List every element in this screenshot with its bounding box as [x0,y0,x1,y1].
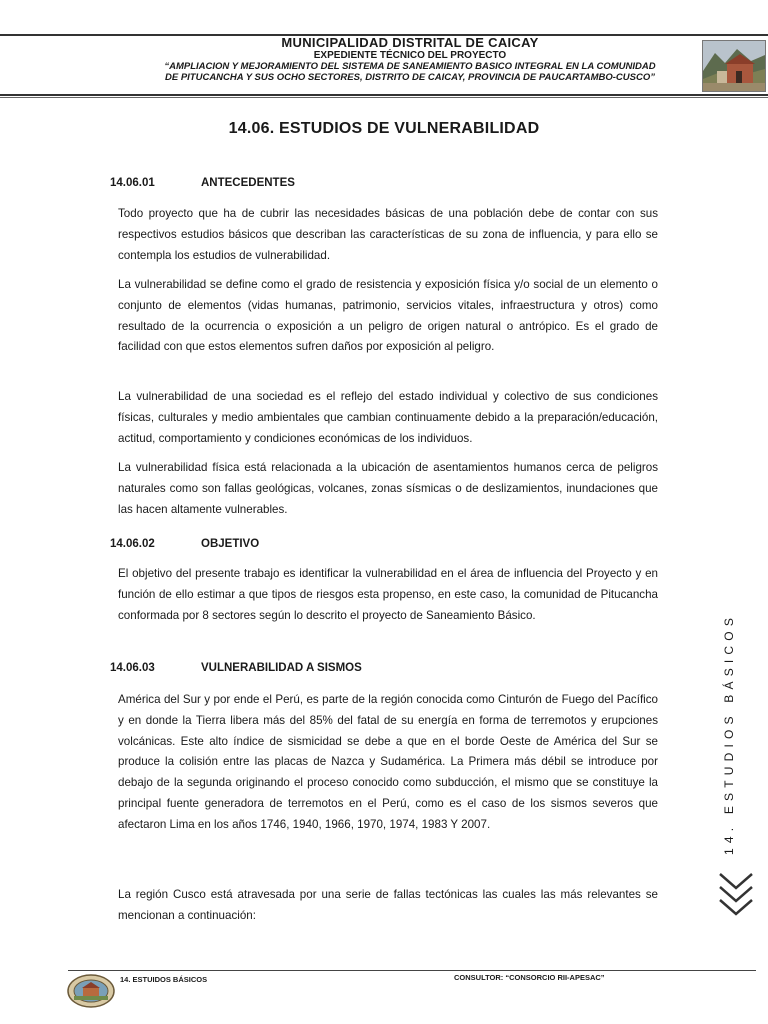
subsection-title: VULNERABILIDAD A SISMOS [201,662,362,674]
header-project-line-2: DE PITUCANCHA Y SUS OCHO SECTORES, DISTRITO DE CAICAY, PROVINCIA DE PAUCARTAMBO-CUSCO” [164,72,655,83]
header-municipality: MUNICIPALIDAD DISTRITAL DE CAICAY [281,35,539,50]
footer-right-text: CONSULTOR: “CONSORCIO RII-APESAC” [454,973,605,982]
subsection-heading-vulnerabilidad-sismos [110,662,362,674]
church-photo-icon [703,41,765,91]
footer-left-text: 14. ESTUIDOS BÁSICOS [120,975,208,984]
page-header [120,36,700,83]
seal-icon [66,973,116,1009]
paragraph: La vulnerabilidad física está relacionada a la ubicación de asentamientos humanos cerca de peligros naturales como son fallas geológicas, volcanes, zonas sísmicas o de deslizamientos, inundaciones que las hacen altamente vulnerables. [118,461,658,516]
paragraph: La vulnerabilidad de una sociedad es el reflejo del estado individual y colectivo de sus condiciones físicas, culturales y medio ambientales que cambian continuamente debido a la preparación/educación, actitud, comportamiento y condiciones económicas de los individuos. [118,390,658,445]
triple-chevron-down-icon [716,870,756,923]
paragraph: La vulnerabilidad se define como el grado de resistencia y exposición física y/o social de un elemento o conjunto de elementos (vidas humanas, patrimonio, servicios vitales, infraestructura y otros) como resultado de la ocurrencia o exposición a un peligro de origen natural o antrópico. Es el grado de facilidad con que estos elementos sufren daños por exposición al peligro. [118,278,658,354]
subsection-heading-antecedentes [110,177,295,189]
section-title: 14.06. ESTUDIOS DE VULNERABILIDAD [228,120,540,137]
header-church-photo [702,40,766,92]
header-expediente: EXPEDIENTE TÉCNICO DEL PROYECTO [313,50,507,61]
header-project-line-1: “AMPLIACION Y MEJORAMIENTO DEL SISTEMA DE SANEAMIENTO BASICO INTEGRAL EN LA COMUNIDAD [164,61,656,72]
subsection-number: 14.06.03 [110,662,155,674]
paragraph: América del Sur y por ende el Perú, es parte de la región conocida como Cinturón de Fuego del Pacífico y en donde la Tierra libera más del 85% del fatal de su energía en forma de terremotos y erupciones volcánicas. Este alto índice de sismicidad se debe a que en el borde Oeste de América del Sur se produce la colisión entre las placas de Nazca y Sudamérica. La Primera más débil se introduce por debajo de la segunda originando el proceso conocido como subducción, el mismo que se constituye la principal fuente generadora de terremotos en el Perú, como es el caso de los sismos severos que afectaron Lima en los años 1746, 1940, 1966, 1970, 1974, 1983 Y 2007. [118,693,658,831]
subsection-number: 14.06.02 [110,538,155,550]
side-tab-label: 14. ESTUDIOS BÁSICOS [722,612,736,855]
municipal-seal-logo [66,973,116,1014]
header-bottom-rule [0,94,768,96]
header-bottom-thin-rule [0,97,768,98]
subsection-title: OBJETIVO [201,538,260,550]
subsection-title: ANTECEDENTES [201,177,295,189]
subsection-heading-objetivo [110,538,259,550]
subsection-number: 14.06.01 [110,177,155,189]
paragraph: El objetivo del presente trabajo es identificar la vulnerabilidad en el área de influencia del Proyecto y en función de ello estimar a que tipos de riesgos esta propenso, en este caso, la comunidad de Pitucancha conformada por 8 sectores según lo descrito el proyecto de Saneamiento Básico. [118,567,658,622]
paragraph: Todo proyecto que ha de cubrir las necesidades básicas de una población debe de contar con sus respectivos estudios básicos que describan las características de su zona de influencia, y para ello se contempla los estudios de vulnerabilidad. [118,207,658,262]
footer-rule [68,970,756,971]
paragraph: La región Cusco está atravesada por una serie de fallas tectónicas las cuales las más relevantes se mencionan a continuación: [118,888,658,922]
